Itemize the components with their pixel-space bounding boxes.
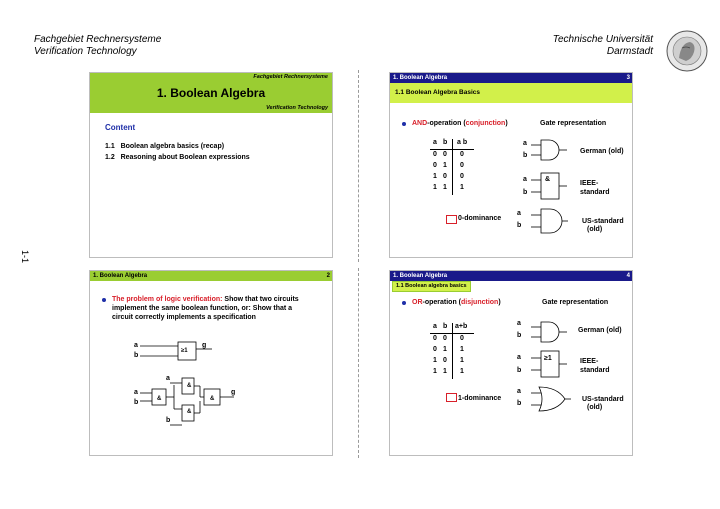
td: 1 [460,184,464,191]
or-symbol: ≥1 [181,348,188,354]
and-gate-us-icon [523,207,568,235]
output-g-label: g [202,342,207,349]
label-b: b [523,189,528,196]
label-a: a [523,140,527,147]
slide-3-bar [390,73,632,83]
german-label: German (old) [580,148,624,155]
op-paren-red: disjunction [461,299,499,306]
td: 1 [460,368,464,375]
slide-2-bar-title: 1. Boolean Algebra [93,273,148,279]
circuit-b-left: b [134,399,139,406]
td: 1 [433,368,437,375]
th-b: b [443,139,448,146]
and-symbol-1: & [187,383,192,389]
header-right-line1: Technische Universität [552,34,653,45]
slide-4-bar-title: 1. Boolean Algebra [393,273,448,279]
label-b: b [517,222,522,229]
and-symbol-3: & [187,409,192,415]
header-left [34,34,161,58]
slide-title: 1. Boolean Algebra [156,86,266,100]
content-heading: Content [105,123,136,132]
td: 0 [443,173,447,180]
us-label: US-standard [582,218,624,225]
us-label-2: (old) [587,226,603,233]
td: 1 [443,368,447,375]
td: 0 [443,357,447,364]
slide-2-number: 2 [326,273,330,279]
slide-1 [89,72,333,258]
td: 1 [460,357,464,364]
slide-3-bar-title: 1. Boolean Algebra [393,75,448,81]
header-right-line2: Darmstadt [606,46,653,57]
header-right [553,34,653,58]
td: 0 [443,335,447,342]
op-mid: -operation ( [422,299,461,306]
op-end: ) [505,120,508,127]
slide-3-subtitle: 1.1 Boolean Algebra Basics [395,89,481,96]
label-a: a [523,176,527,183]
and-symbol-2: & [157,396,162,402]
op-red: OR [412,299,423,306]
ieee-label-2: standard [580,367,610,374]
us-label-2: (old) [587,404,603,411]
circuit-b-bottom: b [166,417,171,424]
td: 0 [433,151,437,158]
th-a: a [433,323,437,330]
op-red: AND [412,120,428,127]
slide-2 [89,270,333,456]
university-seal-icon [664,28,710,74]
dominance-label: 0-dominance [458,215,502,222]
and-operation-heading [412,119,508,128]
title-top-label: Fachgebiet Rechnersysteme [253,74,328,80]
bullet-text: Show that two circuits [222,296,299,303]
td: 1 [460,346,464,353]
label-a: a [517,210,521,217]
td: 1 [433,357,437,364]
or-gate-diagram [130,337,220,367]
td: 1 [433,173,437,180]
td: 1 [443,162,447,169]
slide-4-bar [390,271,632,281]
td: 0 [460,335,464,342]
circuit-a-left: a [134,389,138,396]
td: 1 [443,346,447,353]
toc-item-1: 1.1 Boolean algebra basics (recap) [105,143,225,150]
title-bottom-label: Verification Technology [266,105,328,111]
op-end: ) [498,299,501,306]
gate-rep-heading: Gate representation [540,120,607,127]
input-b-label: b [134,352,139,359]
bullet-line-3: circuit correctly implements a specification [112,314,256,321]
slide-3 [389,72,633,258]
op-paren-red: conjunction [465,120,506,127]
title-block [90,73,332,113]
and-symbol-4: & [210,396,215,402]
and-gate-german-icon [523,137,568,163]
th-aplusb: a+b [455,323,468,330]
header-left-line1: Fachgebiet Rechnersysteme [34,34,162,45]
page-number: 1-1 [20,250,30,264]
or-gate-ieee-icon [523,349,568,379]
bullet-icon [402,122,406,126]
envelope-icon [446,393,457,402]
circuit-a-top: a [166,375,170,382]
label-b: b [517,400,522,407]
slide-2-bullet [112,295,327,322]
gate-rep-heading: Gate representation [542,299,609,306]
bullet-icon [102,298,106,302]
op-mid: -operation ( [427,120,466,127]
header-left-line2: Verification Technology [34,46,137,57]
slide-3-number: 3 [626,75,630,81]
or-gate-german-icon [523,319,568,345]
and-truth-table [430,139,480,199]
ieee-label: IEEE- [580,358,599,365]
toc-item-2: 1.2 Reasoning about Boolean expressions [105,154,250,161]
or-truth-table [430,323,480,383]
us-label: US-standard [582,396,624,403]
slide-2-bar [90,271,332,281]
label-b: b [517,332,522,339]
th-ab: a b [457,139,468,146]
td: 0 [460,151,464,158]
bullet-line-2: implement the same boolean function, or: Show that a [112,305,293,312]
label-a: a [517,388,521,395]
german-label: German (old) [578,327,622,334]
td: 0 [443,151,447,158]
ieee-label-2: standard [580,189,610,196]
separator [358,70,359,262]
td: 1 [443,184,447,191]
th-b: b [443,323,448,330]
slide-4 [389,270,633,456]
slide-4-subtab: 1.1 Boolean algebra basics [392,281,471,292]
ieee-label: IEEE- [580,180,599,187]
th-a: a [433,139,437,146]
ieee-or-symbol: ≥1 [544,355,552,362]
separator [358,268,359,458]
or-gate-us-icon [523,385,571,413]
label-a: a [517,320,521,327]
or-operation-heading [412,298,501,307]
slide-4-number: 4 [626,273,630,279]
label-b: b [517,367,522,374]
dominance-label: 1-dominance [458,395,502,402]
td: 0 [460,173,464,180]
circuit-output-g: g [231,389,236,396]
bullet-red-text: The problem of logic verification: [112,296,223,303]
label-b: b [523,152,528,159]
td: 0 [433,162,437,169]
td: 1 [433,184,437,191]
envelope-icon [446,215,457,224]
bullet-icon [402,301,406,305]
label-a: a [517,354,521,361]
td: 0 [460,162,464,169]
td: 0 [433,346,437,353]
ieee-and-symbol: & [545,176,551,183]
td: 0 [433,335,437,342]
input-a-label: a [134,342,138,349]
